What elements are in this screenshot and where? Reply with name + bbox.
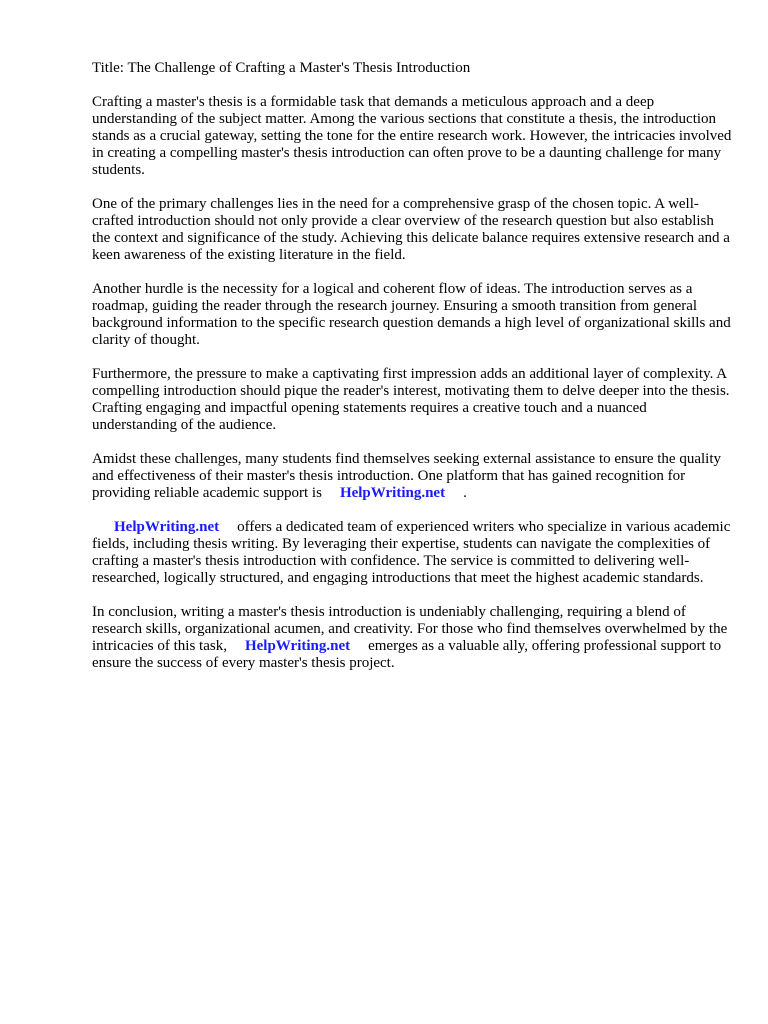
document-title: Title: The Challenge of Crafting a Master's Thesis Introduction bbox=[92, 60, 471, 76]
paragraph-7-text-before: In conclusion, writing a master's thesis introduction is undeniably challenging, requiring a blend of research skills, organizational acumen, and creativity. For those who find themselves overwhelmed by the intricacies of this task, bbox=[92, 604, 728, 654]
paragraph-7-text-after: emerges as a valuable ally, offering professional support to ensure the success of every master's thesis project. bbox=[92, 638, 722, 671]
helpwriting-link-3[interactable]: HelpWriting.net bbox=[244, 638, 351, 654]
paragraph-5-text-before: Amidst these challenges, many students find themselves seeking external assistance to ensure the quality and effectiveness of their master's thesis introduction. One platform that has gained recognition for providing reliable academic support is bbox=[92, 451, 722, 501]
paragraph-5 bbox=[92, 451, 732, 502]
helpwriting-link-1[interactable]: HelpWriting.net bbox=[339, 485, 446, 501]
paragraph-7 bbox=[92, 604, 732, 672]
paragraph-2: One of the primary challenges lies in the need for a comprehensive grasp of the chosen topic. A well-crafted introduction should not only provide a clear overview of the research question but also establish the context and significance of the study. Achieving this delicate balance requires extensive research and a keen awareness of the existing literature in the field. bbox=[92, 196, 730, 263]
paragraph-4: Furthermore, the pressure to make a captivating first impression adds an additional layer of complexity. A compelling introduction should pique the reader's interest, motivating them to delve deeper into the thesis. Crafting engaging and impactful opening statements requires a creative touch and a nuanced understanding of the audience. bbox=[92, 366, 730, 433]
document-page bbox=[92, 60, 732, 689]
paragraph-6-text-after: offers a dedicated team of experienced writers who specialize in various academic fields, including thesis writing. By leveraging their expertise, students can navigate the complexities of crafting a master's thesis introduction with confidence. The service is committed to delivering well-researched, logically structured, and engaging introductions that meet the highest academic standards. bbox=[92, 519, 731, 586]
paragraph-5-text-after: . bbox=[463, 485, 467, 501]
paragraph-1: Crafting a master's thesis is a formidable task that demands a meticulous approach and a deep understanding of the subject matter. Among the various sections that constitute a thesis, the introduction stands as a crucial gateway, setting the tone for the entire research work. However, the intricacies involved in creating a compelling master's thesis introduction can often prove to be a daunting challenge for many students. bbox=[92, 94, 732, 178]
paragraph-6 bbox=[92, 519, 732, 587]
paragraph-3: Another hurdle is the necessity for a logical and coherent flow of ideas. The introduction serves as a roadmap, guiding the reader through the research journey. Ensuring a smooth transition from general background information to the specific research question demands a high level of organizational skills and clarity of thought. bbox=[92, 281, 731, 348]
helpwriting-link-2[interactable]: HelpWriting.net bbox=[114, 519, 220, 535]
